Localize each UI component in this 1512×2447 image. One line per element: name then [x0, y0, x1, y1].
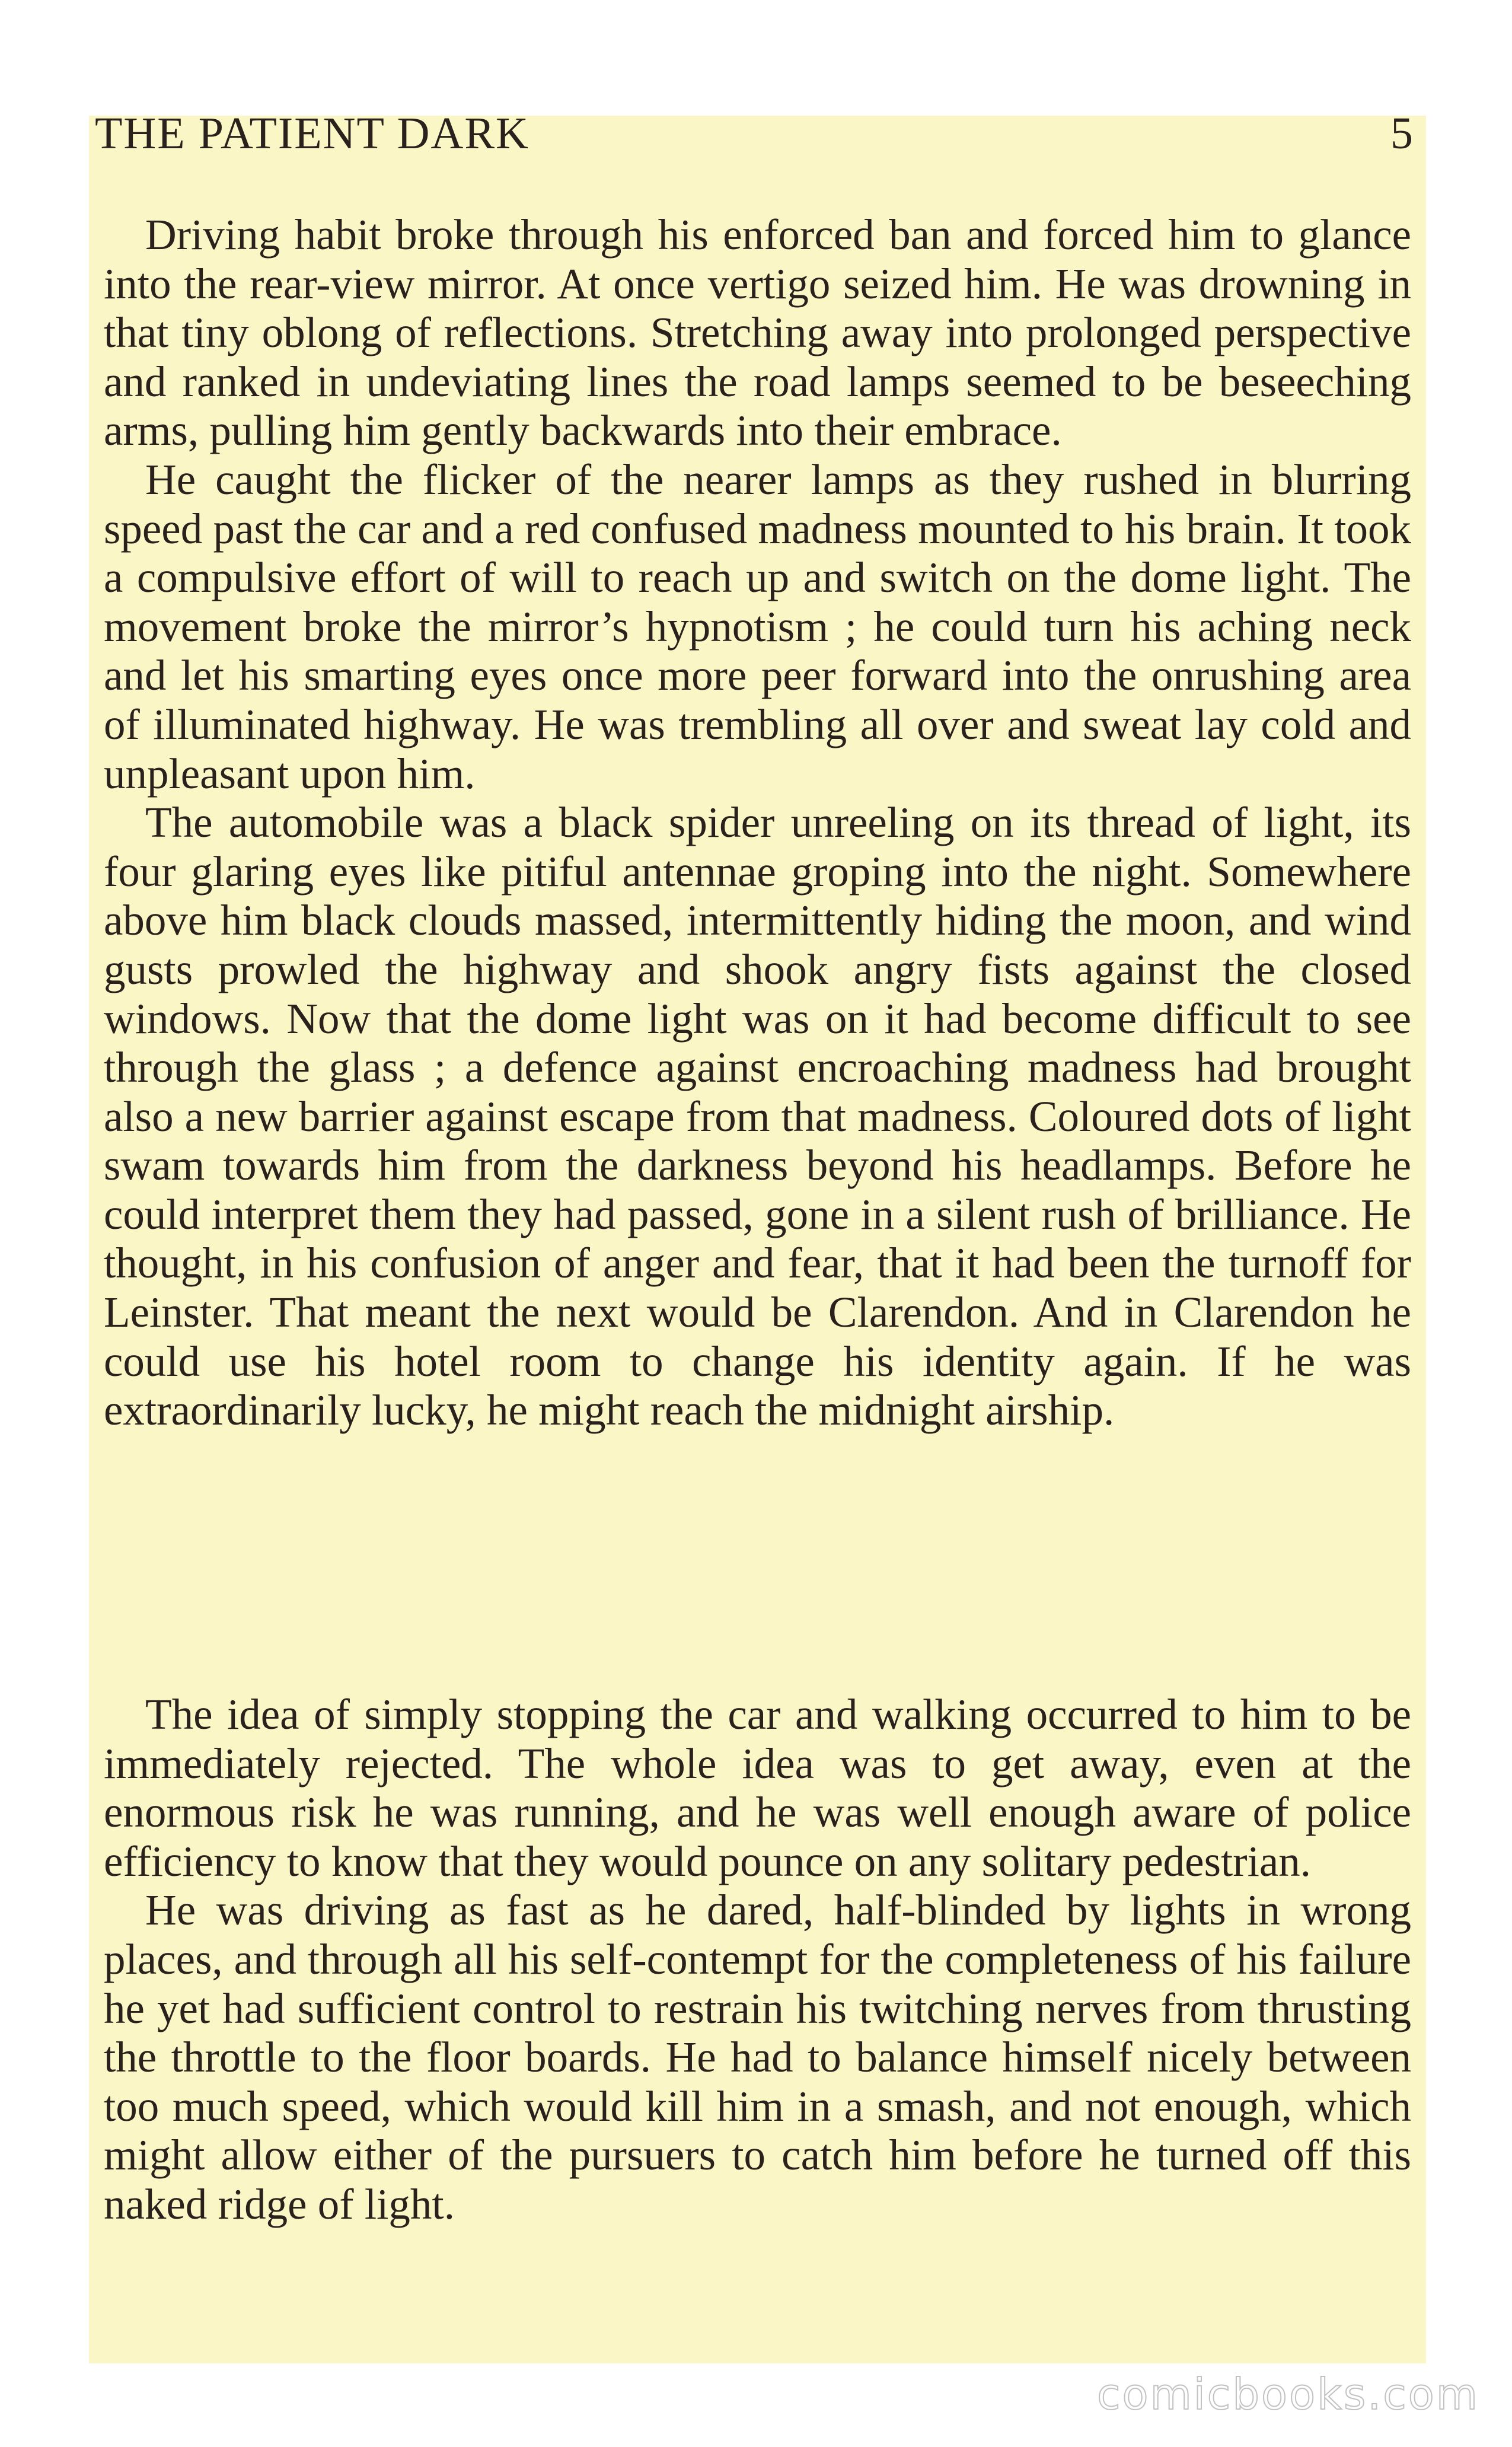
paragraph: He caught the flicker of the nearer lamps as they rushed in blurring speed past the car and a red confused madness mounted to his brain. It took a compulsive effort of will to reach up and switch on the dome light. The movement broke the mirror’s hypnotism ; he could turn his aching neck and let his smarting eyes once more peer forward into the onrushing area of illuminated highway. He was trembling all over and sweat lay cold and unpleasant upon him.	[104, 455, 1411, 798]
body-text-section-2	[104, 1690, 1411, 2229]
running-title: THE PATIENT DARK	[95, 109, 529, 158]
body-text-section-1	[104, 211, 1411, 1435]
paragraph: He was driving as fast as he dared, half-blinded by lights in wrong places, and through all his self-contempt for the completeness of his failure he yet had sufficient control to restrain his twitching nerves from thrusting the throttle to the floor boards. He had to balance himself nicely between too much speed, which would kill him in a smash, and not enough, which might allow either of the pursuers to catch him before he turned off this naked ridge of light.	[104, 1886, 1411, 2228]
watermark: comicbooks.com	[1096, 2369, 1479, 2419]
running-header	[95, 108, 1414, 173]
paragraph: The idea of simply stopping the car and walking occurred to him to be immediately rejected. The whole idea was to get away, even at the enormous risk he was running, and he was well enough aware of police efficiency to know that they would pounce on any solitary pedestrian.	[104, 1690, 1411, 1885]
paragraph: The automobile was a black spider unreeling on its thread of light, its four glaring eyes like pitiful antennae groping into the night. Somewhere above him black clouds massed, intermittently hiding the moon, and wind gusts prowled the highway and shook angry fists against the closed windows. Now that the dome light was on it had become difficult to see through the glass ; a defence against encroaching madness had brought also a new barrier against escape from that madness. Coloured dots of light swam towards him from the darkness beyond his headlamps. Before he could interpret them they had passed, gone in a silent rush of brilliance. He thought, in his confusion of anger and fear, that it had been the turnoff for Leinster. That meant the next would be Clarendon. And in Clarendon he could use his hotel room to change his identity again. If he was extraordinarily lucky, he might reach the midnight airship.	[104, 798, 1411, 1435]
paragraph: Driving habit broke through his enforced ban and forced him to glance into the rear-view mirror. At once vertigo seized him. He was drowning in that tiny oblong of reflections. Stretching away into prolonged perspective and ranked in undeviating lines the road lamps seemed to be beseeching arms, pulling him gently backwards into their embrace.	[104, 211, 1411, 455]
page-number: 5	[1390, 109, 1414, 158]
